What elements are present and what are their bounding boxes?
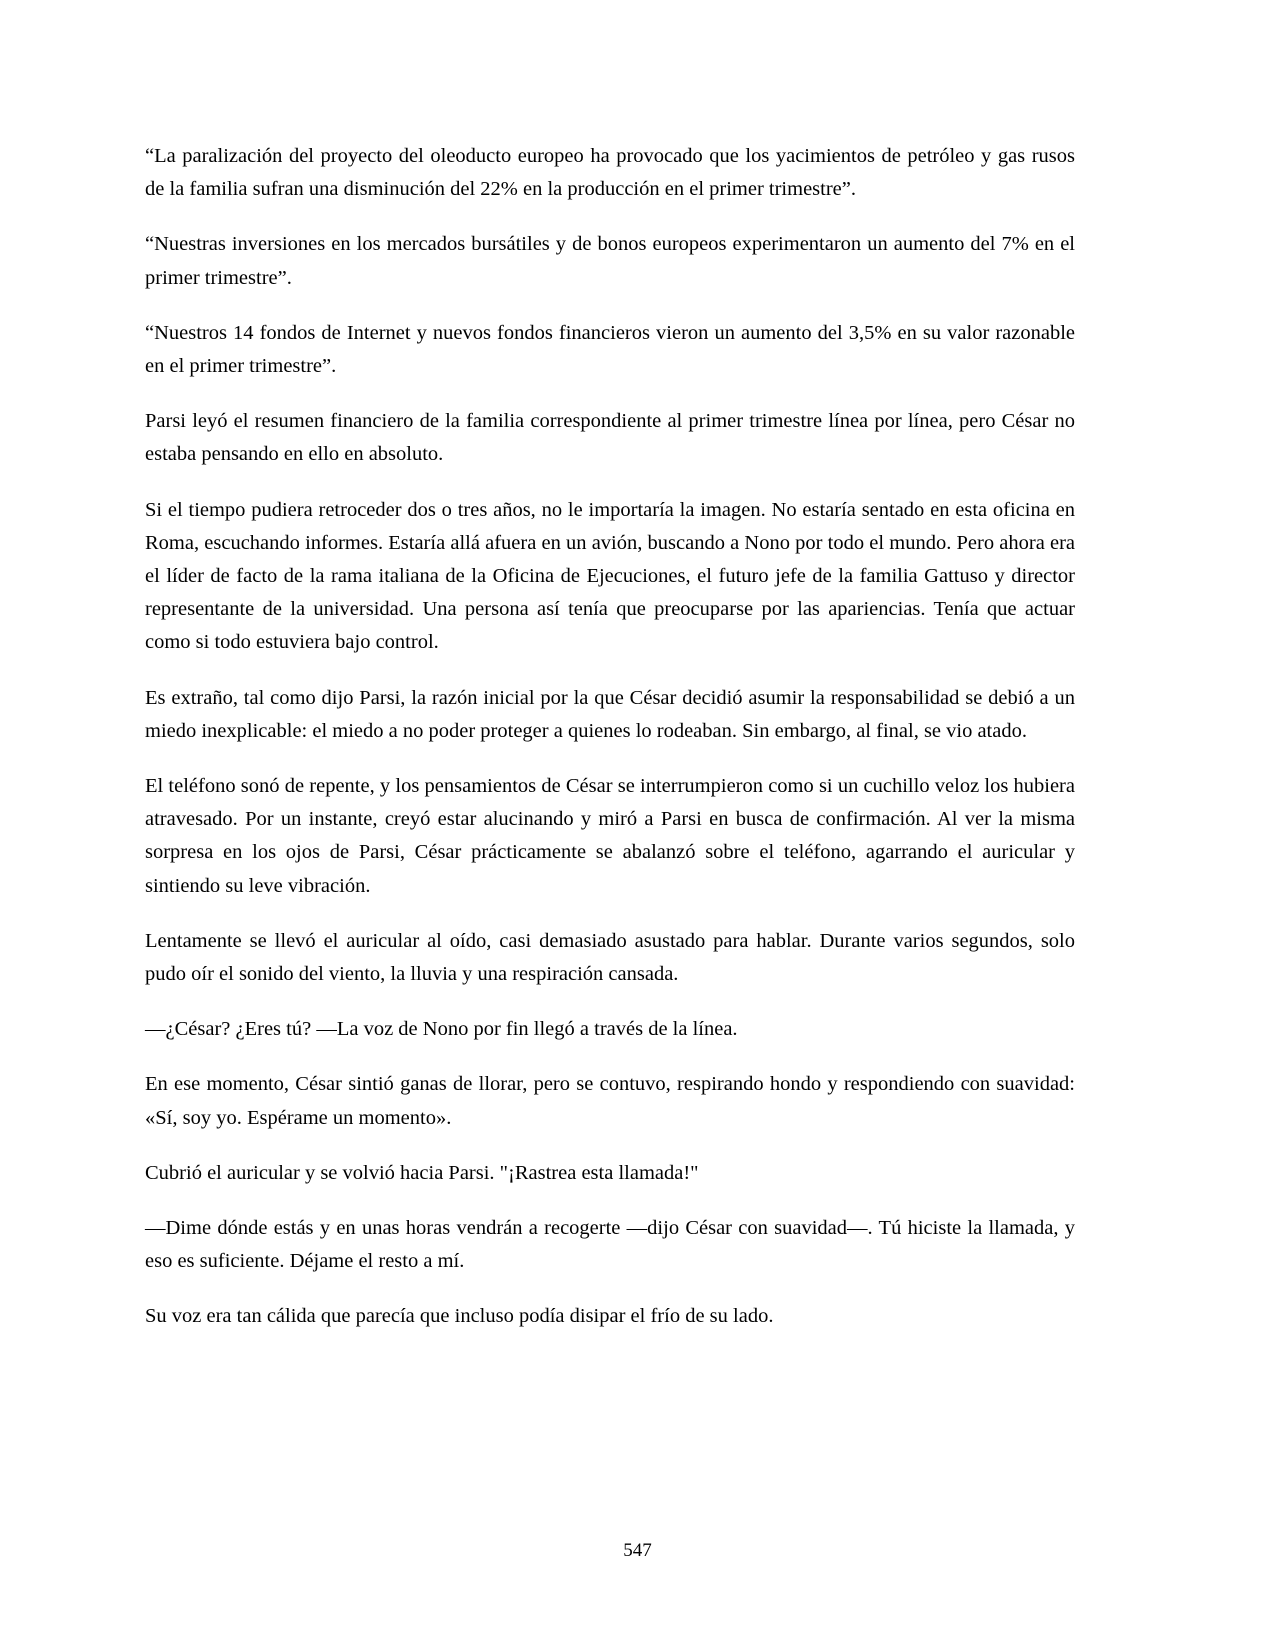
page-number: 547 bbox=[623, 1540, 652, 1561]
paragraph: El teléfono sonó de repente, y los pensamientos de César se interrumpieron como si un cuchillo veloz los hubiera atravesado. Por un instante, creyó estar alucinando y miró a Parsi en busca de confirmación. Al ver la misma sorpresa en los ojos de Parsi, César prácticamente se abalanzó sobre el teléfono, agarrando el auricular y sintiendo su leve vibración. bbox=[145, 775, 1075, 897]
paragraph: “Nuestros 14 fondos de Internet y nuevos fondos financieros vieron un aumento del 3,5% en su valor razonable en el primer trimestre”. bbox=[145, 321, 1075, 378]
paragraph: “Nuestras inversiones en los mercados bursátiles y de bonos europeos experimentaron un aumento del 7% en el primer trimestre”. bbox=[145, 233, 1075, 289]
paragraph: “La paralización del proyecto del oleoducto europeo ha provocado que los yacimientos de petróleo y gas rusos de la familia sufran una disminución del 22% en la producción en el primer trimestre”. bbox=[145, 145, 1075, 201]
paragraph: Cubrió el auricular y se volvió hacia Parsi. "¡Rastrea esta llamada!" bbox=[145, 1161, 699, 1184]
paragraph: —¿César? ¿Eres tú? —La voz de Nono por fin llegó a través de la línea. bbox=[145, 1018, 738, 1041]
paragraph: Su voz era tan cálida que parecía que incluso podía disipar el frío de su lado. bbox=[145, 1305, 774, 1328]
paragraph: Es extraño, tal como dijo Parsi, la razón inicial por la que César decidió asumir la responsabilidad se debió a un miedo inexplicable: el miedo a no poder proteger a quienes lo rodeaban. Sin embargo, al final, se vio atado. bbox=[145, 686, 1075, 742]
paragraph: Lentamente se llevó el auricular al oído, casi demasiado asustado para hablar. Durante varios segundos, solo pudo oír el sonido del viento, la lluvia y una respiración cansada. bbox=[145, 929, 1075, 986]
paragraph: En ese momento, César sintió ganas de llorar, pero se contuvo, respirando hondo y respondiendo con suavidad: «Sí, soy yo. Espérame un momento». bbox=[145, 1073, 1075, 1129]
paragraph: Si el tiempo pudiera retroceder dos o tres años, no le importaría la imagen. No estaría sentado en esta oficina en Roma, escuchando informes. Estaría allá afuera en un avión, buscando a Nono por todo el mundo. Pero ahora era el líder de facto de la rama italiana de la Oficina de Ejecuciones, el futuro jefe de la familia Gattuso y director representante de la universidad. Una persona así tenía que preocuparse por las apariencias. Tenía que actuar como si todo estuviera bajo control. bbox=[145, 498, 1075, 654]
paragraph: —Dime dónde estás y en unas horas vendrán a recogerte —dijo César con suavidad—. Tú hiciste la llamada, y eso es suficiente. Déjame el resto a mí. bbox=[145, 1217, 1075, 1273]
paragraph: Parsi leyó el resumen financiero de la familia correspondiente al primer trimestre línea por línea, pero César no estaba pensando en ello en absoluto. bbox=[145, 410, 1075, 466]
document-body bbox=[145, 140, 1075, 1334]
